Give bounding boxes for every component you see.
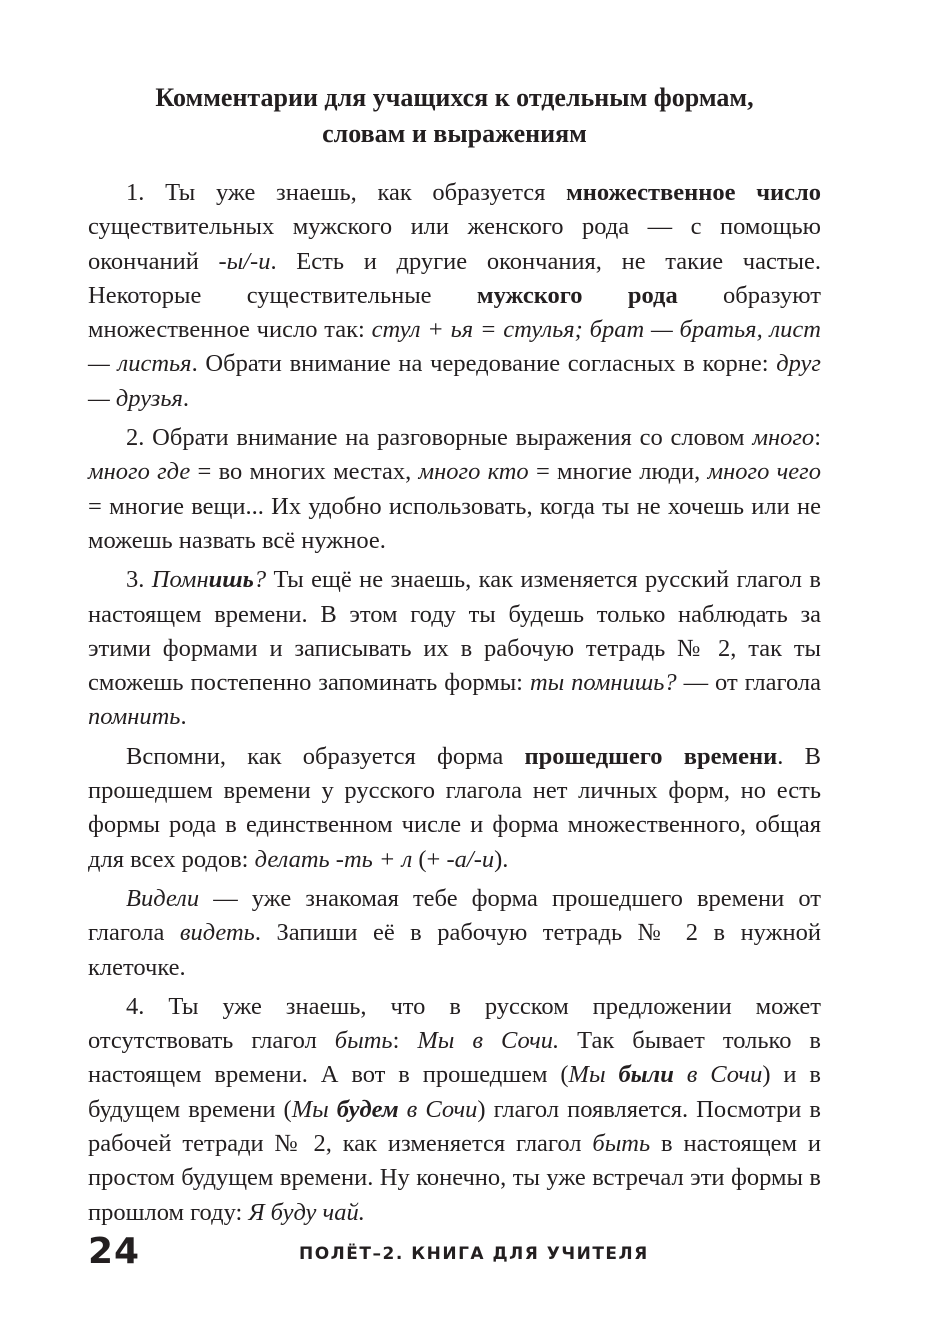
text-segment: образуют множественное число так:: [88, 281, 821, 344]
text-segment: Я буду чай.: [248, 1198, 365, 1226]
text-segment: делать -ть + л: [254, 845, 413, 873]
text-segment: ) и в будущем времени (: [88, 1061, 822, 1123]
text-segment: много кто: [418, 458, 529, 486]
text-segment: 4. Ты уже знаешь, что в русском предложении может отсутствовать глагол: [88, 992, 821, 1055]
text-segment: Мы: [291, 1095, 337, 1123]
page-number: 24: [88, 1231, 141, 1272]
text-segment: ) глагол появляется. Посмотри в рабочей тетради № 2, как изменяется глагол: [88, 1095, 821, 1158]
text-segment: 2. Обрати внимание на разговорные выражения со словом: [126, 424, 753, 452]
text-segment: Помн: [151, 566, 209, 594]
text-segment: ишь: [208, 566, 254, 594]
text-segment: . В прошедшем времени у русского глагола нет личных форм, но есть формы рода в единственном числе и форма множественного, общая для всех родов:: [88, 742, 821, 873]
text-segment: Мы: [568, 1061, 619, 1089]
text-segment: .: [182, 384, 190, 412]
text-segment: в Сочи: [398, 1095, 478, 1123]
text-segment: быть: [334, 1027, 393, 1055]
text-segment: ты помнишь?: [529, 669, 677, 697]
paragraph-5: [88, 882, 821, 985]
text-segment: множественное число: [566, 179, 821, 206]
text-segment: много: [752, 424, 815, 452]
text-segment: мужского рода: [476, 281, 678, 309]
text-segment: ).: [494, 845, 509, 873]
text-segment: = многие вещи... Их удобно использовать, когда ты не хочешь или не можешь назвать всё нужное.: [88, 492, 821, 554]
text-segment: 1. Ты уже знаешь, как образуется: [126, 179, 567, 206]
text-segment: (+: [412, 845, 447, 873]
text-segment: Вспомни, как образуется форма: [126, 742, 525, 770]
text-segment: стул + ья = стулья; брат — братья, лист — листья: [88, 316, 821, 378]
text-segment: -ы/-и: [218, 247, 271, 275]
paragraph-1: [88, 176, 821, 416]
paragraph-3: [88, 563, 821, 734]
text-segment: в Сочи: [673, 1061, 763, 1089]
text-segment: Видели: [126, 884, 200, 912]
text-segment: .: [180, 703, 187, 731]
text-segment: Ты ещё не знаешь, как изменяется русский глагол в настоящем времени. В этом году ты будешь только наблюдать за этими формами и записывать их в рабочую тетрадь № 2, так ты сможешь постепенно запоминать формы:: [88, 566, 821, 697]
text-segment: будем: [336, 1095, 399, 1123]
text-segment: = многие люди,: [528, 458, 708, 486]
text-segment: Мы в Сочи.: [417, 1027, 560, 1055]
page-footer: [88, 1232, 821, 1272]
text-segment: существительных мужского или женского рода — с помощью окончаний: [88, 213, 821, 275]
text-segment: :: [392, 1027, 418, 1055]
text-segment: — уже знакомая тебе форма прошедшего времени от глагола: [88, 884, 821, 947]
section-heading: [88, 80, 821, 152]
text-segment: видеть: [179, 919, 255, 947]
text-segment: — от глагола: [676, 669, 821, 697]
text-segment: -а/-и: [446, 845, 495, 873]
paragraph-6: [88, 990, 821, 1230]
heading-line-2: словам и выражениям: [322, 119, 587, 148]
text-segment: . Запиши её в рабочую тетрадь № 2 в нужной клеточке.: [88, 919, 822, 981]
paragraph-4: [88, 740, 821, 877]
text-segment: 3.: [126, 566, 152, 594]
text-segment: . Есть и другие окончания, не такие частые. Некоторые существительные: [88, 247, 821, 309]
text-segment: ?: [253, 566, 267, 594]
text-segment: в настоящем и простом будущем времени. Ну конечно, ты уже встречал эти формы в прошлом году:: [88, 1130, 821, 1226]
text-segment: Так бывает только в настоящем времени. А вот в прошедшем (: [88, 1027, 821, 1089]
text-segment: . Обрати внимание на чередование согласных в корне:: [191, 350, 777, 378]
text-segment: быть: [592, 1130, 651, 1158]
text-segment: = во многих местах,: [190, 458, 419, 486]
comments-body: [88, 176, 821, 1235]
heading-line-1: Комментарии для учащихся к отдельным формам,: [155, 83, 754, 112]
text-segment: много где: [88, 458, 191, 486]
text-segment: много чего: [707, 458, 821, 486]
text-segment: были: [618, 1061, 674, 1089]
paragraph-2: [88, 421, 821, 558]
text-segment: друг — друзья: [88, 350, 821, 412]
running-title: ПОЛЁТ–2. КНИГА ДЛЯ УЧИТЕЛЯ: [299, 1244, 649, 1264]
text-segment: помнить: [88, 703, 181, 731]
text-segment: :: [814, 424, 821, 452]
text-segment: прошедшего времени: [524, 742, 778, 770]
